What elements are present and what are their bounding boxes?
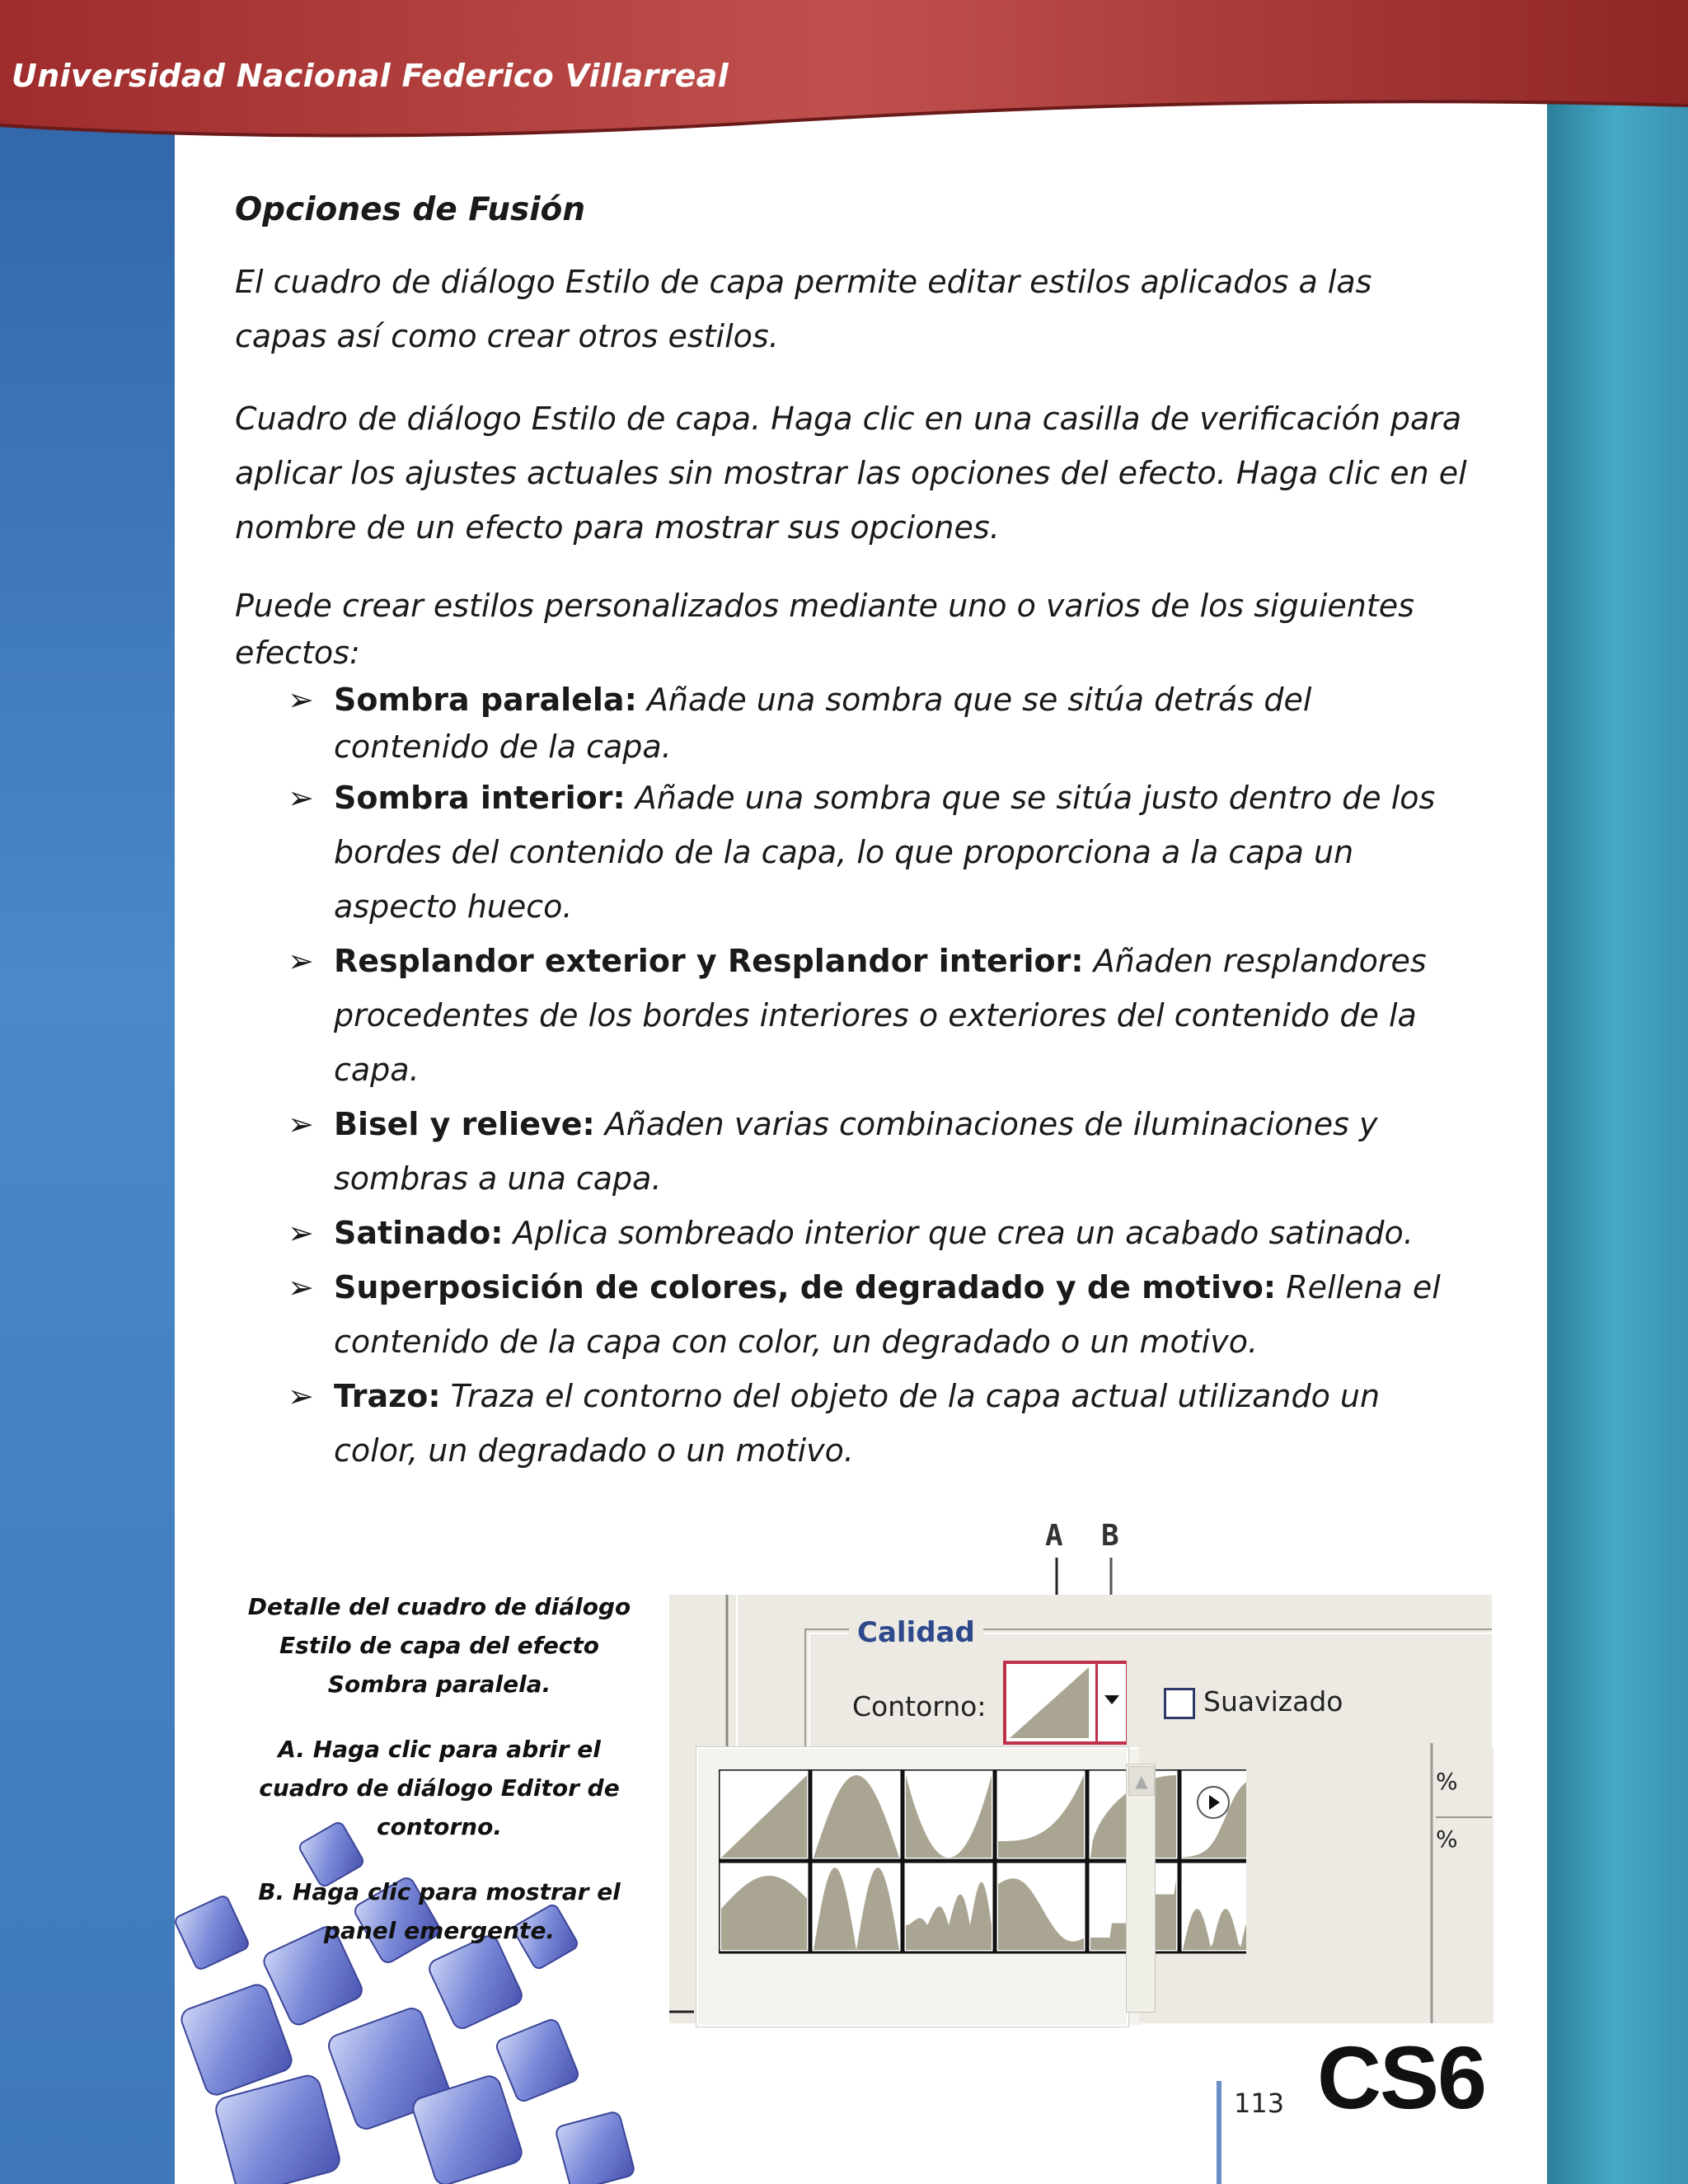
list-item: [288, 1206, 1471, 1260]
effects-list: [235, 677, 1471, 1478]
bullet-arrow-icon: ➢: [288, 1106, 314, 1142]
bullet-arrow-icon: ➢: [288, 1269, 314, 1305]
caption-title: Detalle del cuadro de diálogo Estilo de capa del efecto Sombra paralela.: [247, 1593, 631, 1698]
right-background-band: [1544, 0, 1688, 2184]
figure-label-a: A: [1045, 1519, 1063, 1553]
list-item: [288, 1260, 1471, 1369]
left-background-band: [0, 0, 177, 2184]
bullet-arrow-icon: ➢: [288, 780, 314, 816]
footer-divider: [1217, 2081, 1221, 2184]
cs6-badge: CS6: [1317, 2027, 1486, 2127]
paragraph-1: El cuadro de diálogo Estilo de capa permite editar estilos aplicados a las capas así como crear otros estilos.: [235, 264, 1372, 354]
list-item: [288, 1097, 1471, 1206]
bullet-arrow-icon: ➢: [288, 1215, 314, 1251]
header-banner: [0, 0, 1688, 140]
right-panel-lines: [669, 1595, 1492, 2023]
figure-label-b: B: [1101, 1519, 1119, 1553]
paragraph-2: Cuadro de diálogo Estilo de capa. Haga clic en una casilla de verificación para aplicar los ajustes actuales sin mostrar las opciones del efecto. Haga clic en el nombre de un efecto para mostrar sus opciones.: [235, 401, 1467, 546]
institution-title: Universidad Nacional Federico Villarreal: [12, 58, 729, 94]
scroll-up-icon[interactable]: ▲: [1128, 1766, 1155, 1796]
bullet-arrow-icon: ➢: [288, 943, 314, 979]
contour-label: Contorno:: [852, 1690, 987, 1722]
effects-intro: Puede crear estilos personalizados mediante uno o varios de los siguientes efectos:: [235, 588, 1414, 671]
effect-desc: Aplica sombreado interior que crea un acabado satinado.: [503, 1215, 1414, 1251]
quality-group-title: Calidad: [849, 1616, 983, 1649]
effect-term: Satinado:: [334, 1215, 504, 1251]
caption-b: B. Haga clic para mostrar el panel emergente.: [258, 1878, 621, 1944]
effect-term: Superposición de colores, de degradado y de motivo:: [334, 1269, 1277, 1305]
layer-style-dialog-detail: [669, 1595, 1492, 2023]
section-heading: Opciones de Fusión: [235, 191, 586, 228]
effect-term: Bisel y relieve:: [334, 1106, 595, 1142]
figure-caption: [233, 1587, 645, 1976]
list-item: [288, 677, 1471, 771]
effect-desc: Añade una sombra que se sitúa justo dentro de los bordes del contenido de la capa, lo que proporciona a la capa un aspecto hueco.: [334, 780, 1436, 925]
effect-desc: Traza el contorno del objeto de la capa actual utilizando un color, un degradado o un motivo.: [334, 1378, 1381, 1469]
effect-desc: Añaden resplandores procedentes de los bordes interiores o exteriores del contenido de la capa.: [334, 943, 1427, 1088]
effect-desc: Rellena el contenido de la capa con color, un degradado o un motivo.: [334, 1269, 1441, 1360]
list-item: [288, 771, 1471, 934]
list-item: [288, 1369, 1471, 1478]
caption-a: A. Haga clic para abrir el cuadro de diálogo Editor de contorno.: [259, 1736, 620, 1840]
percent-label-2: %: [1436, 1825, 1458, 1853]
effect-term: Trazo:: [334, 1378, 441, 1414]
effect-term: Sombra paralela:: [334, 682, 637, 718]
bullet-arrow-icon: ➢: [288, 682, 314, 718]
page-number: 113: [1234, 2088, 1285, 2119]
list-item: [288, 934, 1471, 1097]
effect-term: Resplandor exterior y Resplandor interior:: [334, 943, 1084, 979]
percent-label-1: %: [1436, 1768, 1458, 1795]
main-content: [235, 191, 1471, 1478]
effect-desc: Añade una sombra que se sitúa detrás del contenido de la capa.: [334, 682, 1312, 765]
smooth-label: Suavizado: [1203, 1685, 1343, 1718]
effect-term: Sombra interior:: [334, 780, 626, 816]
bullet-arrow-icon: ➢: [288, 1378, 314, 1414]
effect-desc: Añaden varias combinaciones de iluminaciones y sombras a una capa.: [334, 1106, 1378, 1197]
